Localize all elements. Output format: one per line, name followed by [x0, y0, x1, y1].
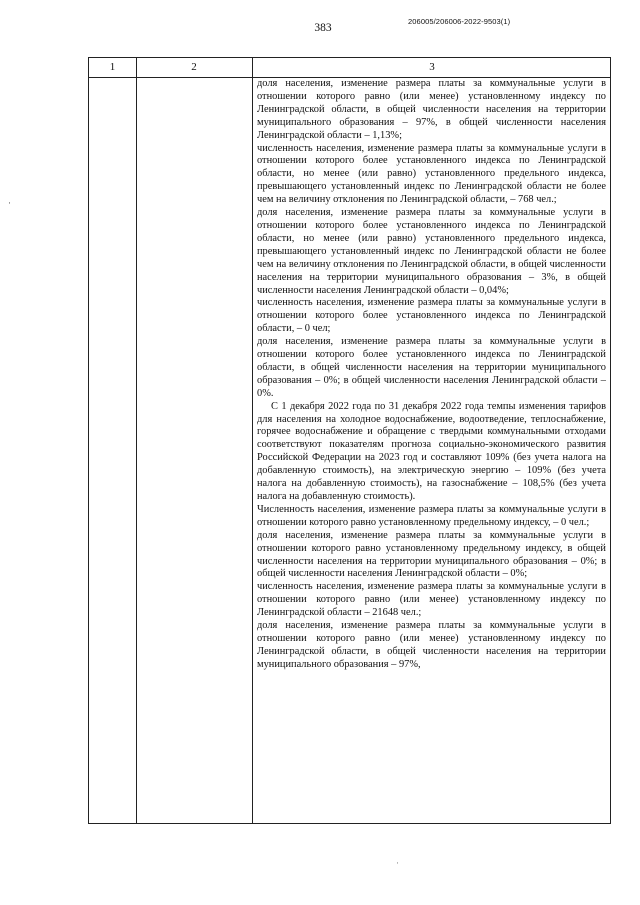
margin-mark: ·	[8, 198, 11, 208]
table-paragraph: доля населения, изменение размера платы за коммунальные услуги в отношении которого равно установленному предельному индексу, в общей численности населения на территории муниципального образования – 0%; в общей численности населения Ленинградской области – 0%;	[257, 529, 606, 580]
page-number: 383	[314, 22, 332, 34]
column-divider	[252, 58, 253, 823]
table-paragraph: доля населения, изменение размера платы за коммунальные услуги в отношении которого равно (или менее) установленному индексу по Ленинградской области, в общей численности населения на территории муниципального образования – 97%, в общей численности населения Ленинградской области – 1,13%;	[257, 78, 606, 141]
table-paragraph: Численность населения, изменение размера платы за коммунальные услуги в отношении которого равно установленному предельному индексу, – 0 чел.;	[257, 503, 606, 528]
footer-mark: ·	[396, 858, 399, 868]
table-paragraph: численность населения, изменение размера платы за коммунальные услуги в отношении которого равно (или менее) установленному индексу по Ленинградской области – 21648 чел.;	[257, 581, 606, 619]
table-paragraph: доля населения, изменение размера платы за коммунальные услуги в отношении которого более установленного индекса по Ленинградской области, но менее (или равно) установленного предельного индекса, превышающего установленный индекс по Ленинградской области не более чем на величину отклонения по Ленинградской области, в общей численности населения на территории муниципального образования – 3%, в общей численности населения Ленинградской области – 0,04%;	[257, 207, 606, 296]
document-table	[88, 57, 611, 824]
table-paragraph: доля населения, изменение размера платы за коммунальные услуги в отношении которого более установленного индекса по Ленинградской области, в общей численности населения на территории муниципального образования – 0%; в общей численности населения Ленинградской области – 0%.	[257, 336, 606, 399]
column-header-2: 2	[191, 61, 197, 73]
column-divider	[136, 58, 137, 823]
column-3-text	[257, 78, 606, 672]
table-paragraph: численность населения, изменение размера платы за коммунальные услуги в отношении которого более установленного индекса по Ленинградской области, – 0 чел;	[257, 297, 606, 335]
column-header-1: 1	[109, 61, 116, 73]
table-paragraph: доля населения, изменение размера платы за коммунальные услуги в отношении которого равно (или менее) установленному индексу по Ленинградской области, в общей численности населения на территории муниципального образования – 97%,	[257, 620, 606, 670]
document-code: 206005/206006-2022-9503(1)	[408, 17, 511, 26]
table-paragraph: С 1 декабря 2022 года по 31 декабря 2022 года темпы изменения тарифов для населения на холодное водоснабжение, водоотведение, теплоснабжение, горячее водоснабжение и обращение с твердыми коммунальными отходами соответствуют показателям прогноза социально-экономического развития Российской Федерации на 2023 год и составляют 109% (без учета налога на добавленную стоимость), на электрическую энергию – 109% (без учета налога на добавленную стоимость), на газоснабжение – 108,5% (без учета налога на добавленную стоимость).	[257, 400, 606, 502]
column-header-3: 3	[429, 61, 435, 73]
table-paragraph: численность населения, изменение размера платы за коммунальные услуги в отношении которого более установленного индекса по Ленинградской области, но менее (или равно) установленного предельного индекса, превышающего установленный индекс по Ленинградской области не более чем на величину отклонения по Ленинградской области, – 768 чел.;	[257, 142, 606, 206]
